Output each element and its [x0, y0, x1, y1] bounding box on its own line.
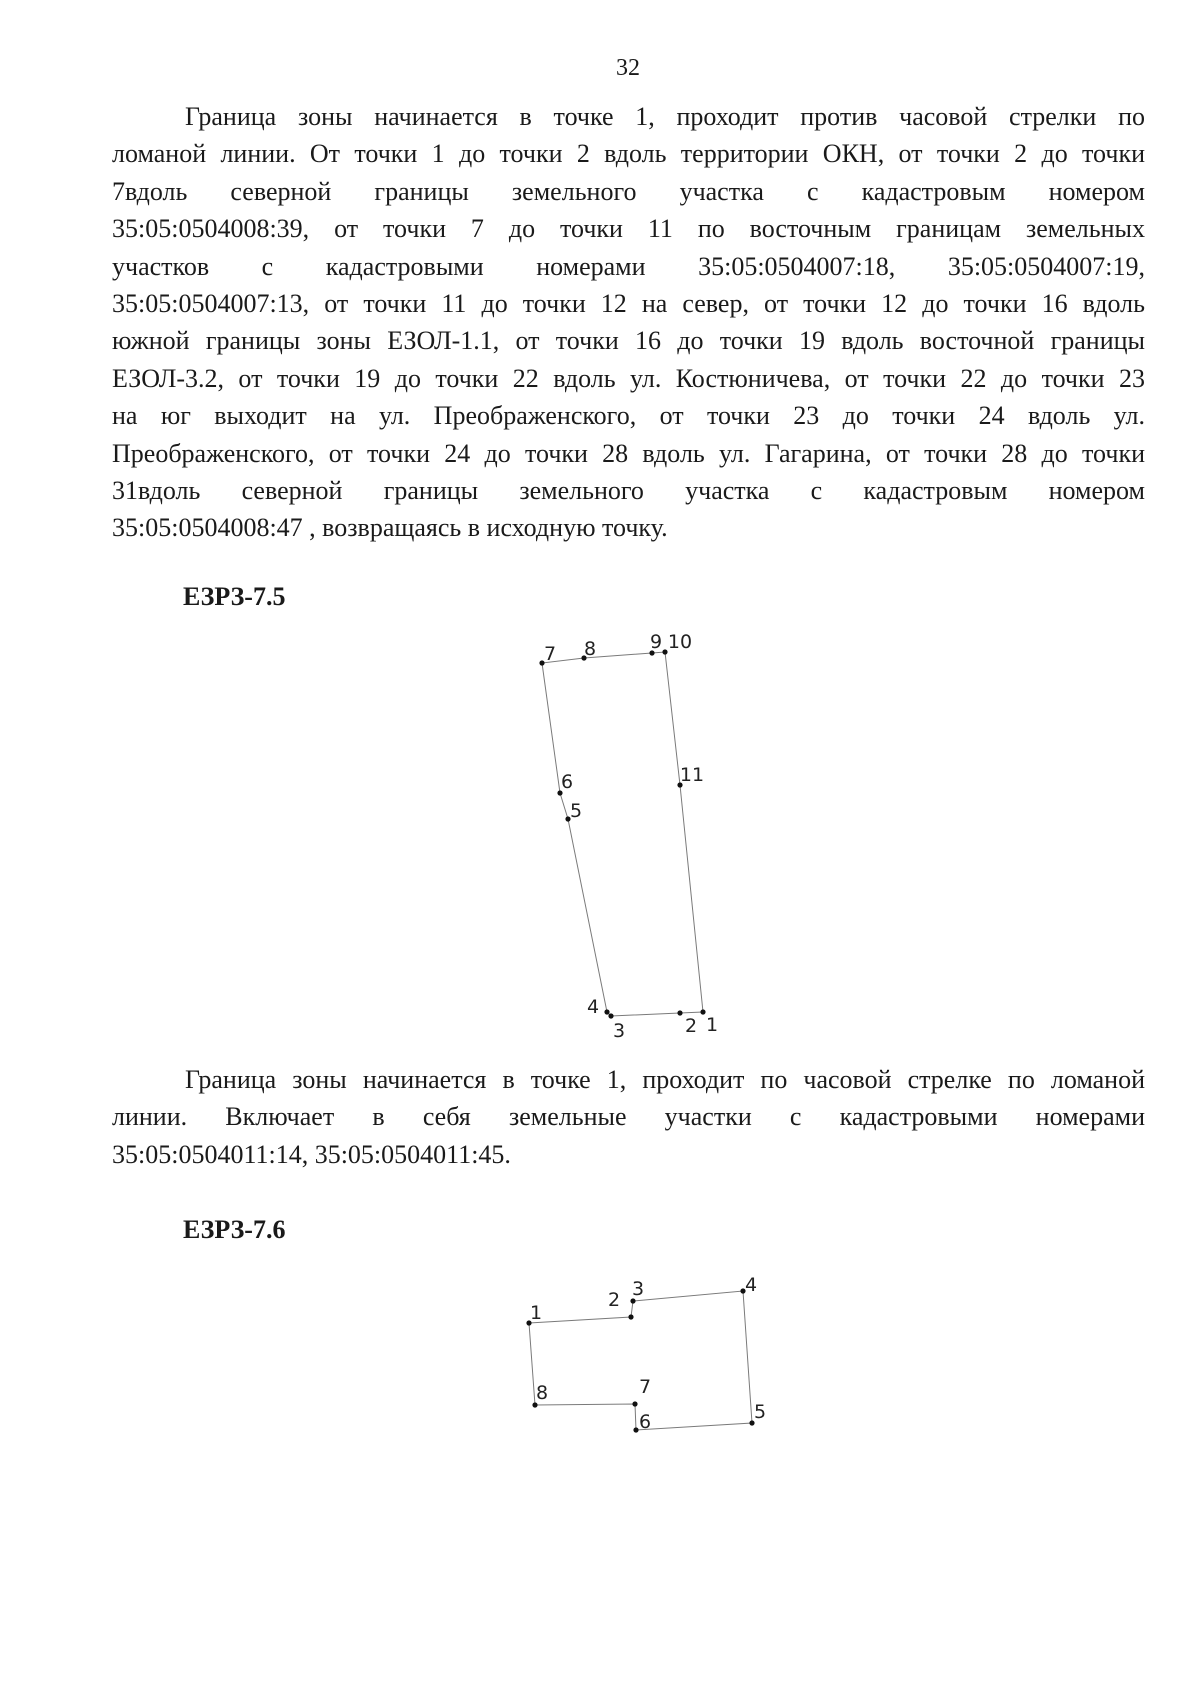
point-label: 6 — [560, 771, 574, 793]
point-label: 4 — [586, 996, 600, 1018]
point-label: 10 — [667, 631, 693, 653]
paragraph-line: ломаной линии. От точки 1 до точки 2 вдоль территории ОКН, от точки 2 до точки — [112, 139, 1145, 169]
point-label: 7 — [543, 643, 557, 665]
paragraph-line: линии. Включает в себя земельные участки с кадастровыми номерами — [112, 1102, 1145, 1132]
paragraph-line: на юг выходит на ул. Преображенского, от точки 23 до точки 24 вдоль ул. — [112, 401, 1145, 431]
paragraph-line: 31вдоль северной границы земельного участка с кадастровым номером — [112, 475, 1145, 505]
point-label: 6 — [638, 1411, 652, 1433]
point-label: 8 — [583, 638, 597, 660]
paragraph-line: 7вдоль северной границы земельного участка с кадастровым номером — [112, 176, 1145, 206]
point-label: 5 — [753, 1401, 767, 1423]
boundary-point — [604, 1009, 609, 1014]
zone-description-paragraph-1 — [112, 98, 1145, 547]
point-label: 2 — [684, 1015, 698, 1037]
point-label: 5 — [569, 800, 583, 822]
point-label: 8 — [535, 1382, 549, 1404]
boundary-point — [700, 1009, 705, 1014]
paragraph-line: южной границы зоны ЕЗОЛ-1.1, от точки 16 до точки 19 вдоль восточной границы — [112, 326, 1145, 356]
paragraph-line: 35:05:0504011:14, 35:05:0504011:45. — [112, 1139, 511, 1169]
point-label: 1 — [529, 1302, 543, 1324]
paragraph-line: 35:05:0504007:13, от точки 11 до точки 12 на север, от точки 12 до точки 16 вдоль — [112, 288, 1145, 318]
boundary-point — [632, 1401, 637, 1406]
boundary-point — [608, 1013, 613, 1018]
zone-heading-7-6: ЕЗРЗ-7.6 — [183, 1215, 286, 1244]
paragraph-line: участков с кадастровыми номерами 35:05:0504007:18, 35:05:0504007:19, — [112, 251, 1145, 281]
point-label: 1 — [705, 1014, 719, 1036]
point-label: 2 — [607, 1289, 621, 1311]
zone-boundary-line — [542, 652, 703, 1016]
paragraph-line: Граница зоны начинается в точке 1, проходит против часовой стрелки по — [185, 102, 1145, 131]
zone-7-5-boundary-diagram — [500, 620, 740, 1050]
point-label: 11 — [679, 764, 705, 786]
paragraph-line: ЕЗОЛ-3.2, от точки 19 до точки 22 вдоль ул. Костюничева, от точки 22 до точки 23 — [112, 363, 1145, 393]
boundary-point — [677, 1010, 682, 1015]
zone-boundary-line — [529, 1291, 752, 1430]
point-label: 7 — [638, 1376, 652, 1398]
boundary-point — [633, 1427, 638, 1432]
paragraph-line: 35:05:0504008:39, от точки 7 до точки 11 по восточным границам земельных — [112, 214, 1145, 244]
paragraph-line: Преображенского, от точки 24 до точки 28 вдоль ул. Гагарина, от точки 28 до точки — [112, 438, 1145, 468]
point-label: 3 — [631, 1278, 645, 1300]
paragraph-line: 35:05:0504008:47 , возвращаясь в исходную точку. — [112, 513, 668, 543]
zone-heading-7-5: ЕЗРЗ-7.5 — [183, 582, 286, 611]
paragraph-line: Граница зоны начинается в точке 1, проходит по часовой стрелке по ломаной — [185, 1065, 1145, 1094]
page-number: 32 — [616, 55, 640, 81]
boundary-point — [662, 649, 667, 654]
zone-description-paragraph-2 — [112, 1061, 1145, 1173]
point-label: 4 — [744, 1274, 758, 1296]
boundary-point — [628, 1314, 633, 1319]
point-label: 9 — [649, 631, 663, 653]
point-label: 3 — [612, 1020, 626, 1042]
zone-7-6-boundary-diagram — [500, 1270, 780, 1460]
